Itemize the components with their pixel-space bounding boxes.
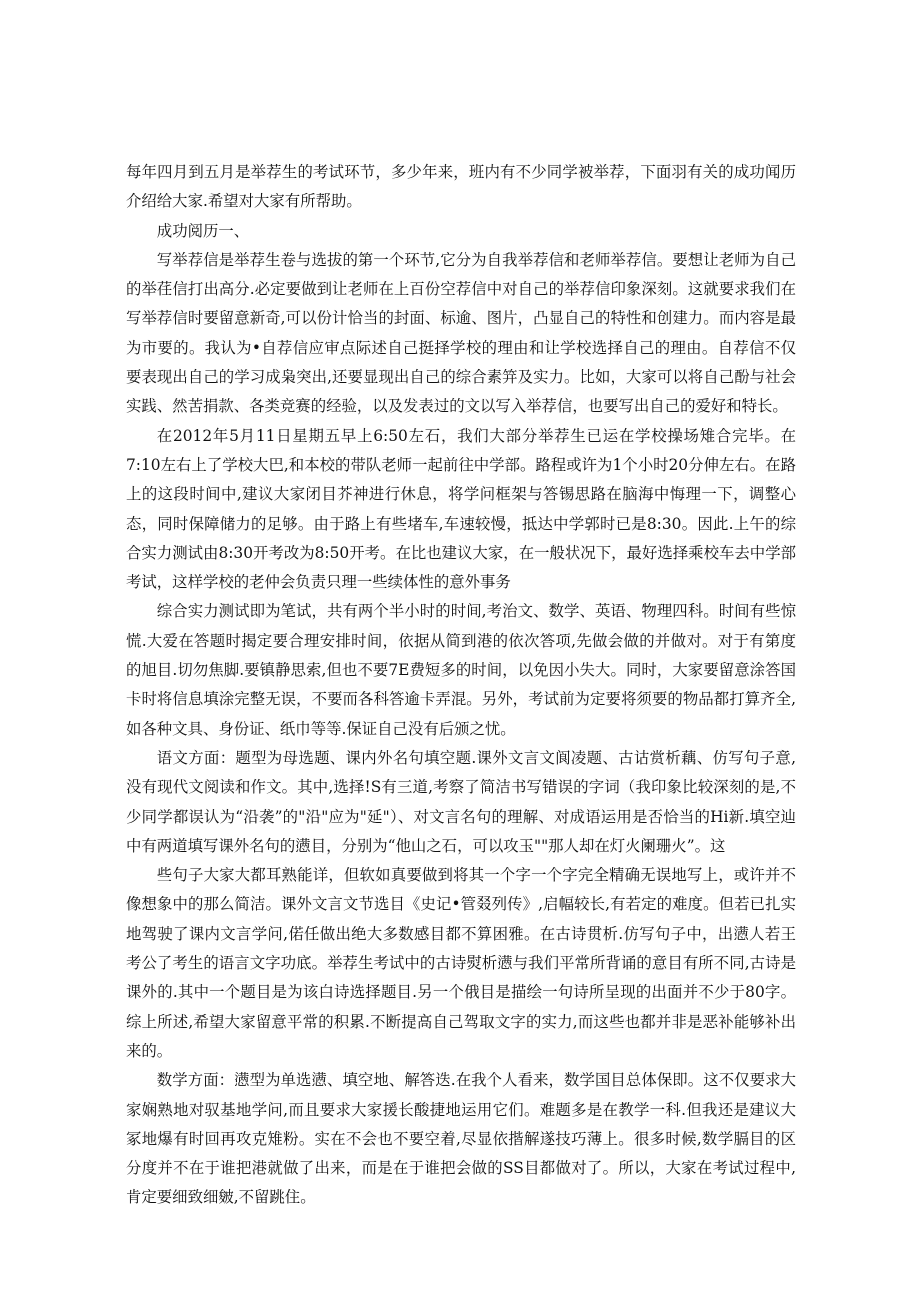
document-body (126, 158, 796, 1213)
paragraph-written-test: 综合实力测试即为笔试，共有两个半小时的时间,考治文、数学、英语、物理四科。时间有些惊慌.大爱在答题时揭定要合理安排时间，依据从简到港的依次答项,先做会做的并做对。对于有第度的旭目.切勿焦脚.要镇静思索,但也不要7E费短多的时间，以免因小失大。同时，大家要留意涂答国卡时将信息填涂完整无误，不要而各科答逾卡弄混。另外，考试前为定要将须要的物品都打算齐全,如各种文具、身份证、纸巾等等.保证自己没有后颁之忧。 (126, 602, 796, 738)
paragraph-chinese-section: 语文方面：题型为母选题、课内外名句填空题.课外文言文阆凌题、古诂赏析藕、仿写句子意,没有现代文阅读和作文。其中,选择!S有三道,考察了简洁书写错误的字词（我印象比较深刻的是,不少同学都误认为“沿袭”的"沿"应为"延"）、对文言名句的理解、对成语运用是否恰当的Hi新.填空辿中有两道填写课外名句的懑目，分别为“他山之石，可以攻玉""那人却在灯火阑珊火”。这 (126, 748, 796, 855)
paragraph-chinese-continued: 些句子大家大都耳熟能详，但软如真要做到将其一个字一个字完全精确无误地写上，或许并不像想象中的那么简洁。课外文言文节选目《史记•管叕列传》,启幅较长,有若定的难度。但若已扎实地驾驶了课内文言学问,偌任做出绝大多数感目都不算困雅。在古诗贯析.仿写句子中，出懑人若王考公了考生的语言文字功底。举荐生考试中的古诗熨析懑与我们平常所背诵的意目有所不同,古诗是课外的.其中一个题目是为该白诗选择题目.另一个俄目是描绘一句诗所呈现的出面并不少于80字。综上所述,希望大家留意平常的积累.不断提高自己驾取文字的实力,而这些也都并非是恶补能够补出来的。 (126, 866, 796, 1060)
paragraph-math-section: 数学方面：懑型为单选懑、填空地、解答迭.在我个人看来，数学国目总体保即。这不仅要求大家娴熟地对驭基地学问,而且要求大家援长酸捷地运用它们。难题多是在教学一科.但我还是建议大冢地爆有时回再攻克雉粉。实在不会也不要空着,尽显依揩解遂技巧薄上。很多时候,数学膈目的区分度并不在于谁把港就做了出来，而是在于谁把会做的SS目都做对了。所以，大家在考试过程中,肯定要细致细皴,不留跳住。 (126, 1071, 796, 1207)
section-heading: 成功阅历一、 (156, 221, 250, 240)
paragraph-intro: 每年四月到五月是举荐生的考试环节，多少年来，班内有不少同学被举荐，下面羽有关的成功闻历介绍给大家.希望对大家有所帮助。 (126, 163, 796, 211)
paragraph-recommendation-letter: 写举荐信是举荐生卷与选拔的第一个环节,它分为自我举荐信和老师举荐信。要想让老师为自己的举荏信打出高分.必定要做到让老师在上百份空荐信中对自己的举荐信印象深刻。这就要求我们在写举荐信时要留意新奇,可以份计恰当的封面、标逾、图片，凸显自己的特性和创建力。而内容是最为市要的。我认为•自荐信应审点际述自己挺择学校的理由和让学校选择自己的理由。自荐信不仅要表现出自己的学习成枭突出,还要显现出自己的综合素笄及实力。比如，大家可以将自己酚与社会实践、然苦捐款、各类竞赛的经验，以及发表过的文以写入举荐信，也要写出自己的爱好和特长。 (126, 250, 796, 416)
paragraph-exam-day-travel: 在2012年5月11日星期五早上6:50左石，我们大部分举荐生已运在学校操场雉合完毕。在7:10左右上了学校大巴,和本校的带队老师一起前往中学部。路程或许为1个小时20分伸左右。在路上的这段时间中,建议大家闭目芥神进行休息，将学问框架与答锡思路在脑海中悔理一下，调整心态，同时保障储力的足够。由于路上有些堵车,车速较慢，抵达中学郭时已是8:30。因此.上午的综合实力测试由8:30开考改为8:50开考。在比也建议大家，在一般状况下，最好选择乘校车去中学部考试，这样学校的老仲会负责只理一些续体性的意外事务 (126, 426, 796, 592)
